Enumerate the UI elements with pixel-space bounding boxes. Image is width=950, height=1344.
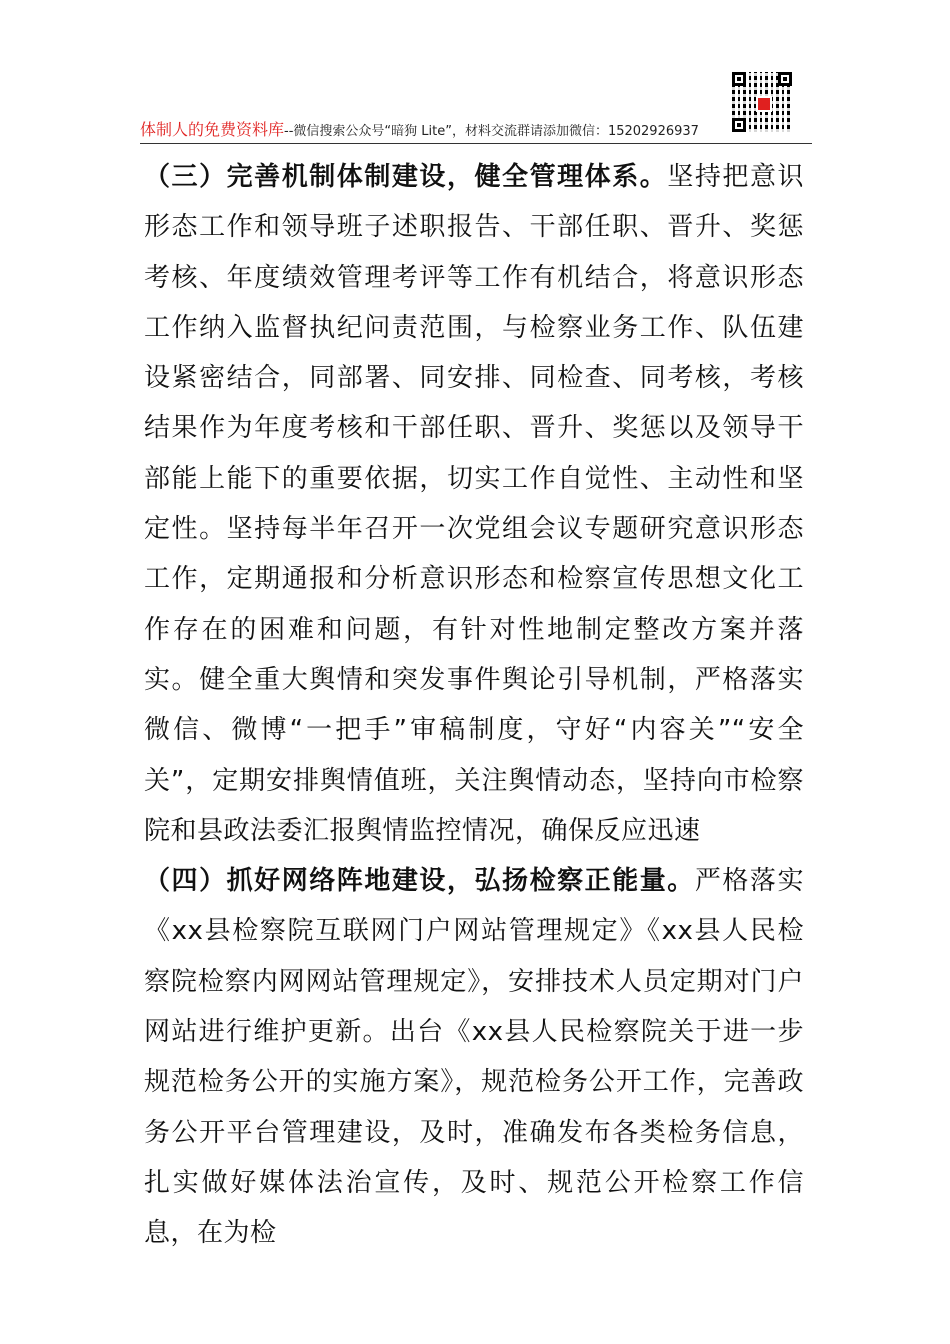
section-4-text: 严格落实《xx县检察院互联网门户网站管理规定》《xx县人民检察院检察内网网站管理规定》，安排技术人员定期对门户网站进行维护更新。出台《xx县人民检察院关于进一步规范检务公开的实施方案》，规范检务公开工作，完善政务公开平台管理建设，及时，准确发布各类检务信息，扎实做好媒体法治宣传，及时、规范公开检察工作信息，在为检 — [144, 866, 804, 1249]
qr-logo-icon — [756, 96, 772, 112]
page-header — [140, 68, 812, 144]
section-4-heading: （四）抓好网络阵地建设，弘扬检察正能量。 — [144, 866, 695, 897]
qr-finder-top-right — [778, 72, 792, 86]
qr-finder-top-left — [732, 72, 746, 86]
document-body — [144, 152, 804, 1259]
qr-code-icon — [732, 72, 792, 132]
section-3-heading: （三）完善机制体制建设，健全管理体系。 — [144, 162, 668, 192]
section-3-text: 坚持把意识形态工作和领导班子述职报告、干部任职、晋升、奖惩考核、年度绩效管理考评等工作有机结合，将意识形态工作纳入监督执纪问责范围，与检察业务工作、队伍建设紧密结合，同部署、同安排、同检查、同考核，考核结果作为年度考核和干部任职、晋升、奖惩以及领导干部能上能下的重要依据，切实工作自觉性、主动性和坚定性。坚持每半年召开一次党组会议专题研究意识形态工作，定期通报和分析意识形态和检察宣传思想文化工作存在的困难和问题，有针对性地制定整改方案并落实。健全重大舆情和突发事件舆论引导机制，严格落实微信、微博“一把手”审稿制度，守好“内容关”“安全关”，定期安排舆情值班，关注舆情动态，坚持向市检察院和县政法委汇报舆情监控情况，确保反应迅速 — [144, 162, 804, 846]
qr-finder-bottom-left — [732, 118, 746, 132]
header-brand: 体制人的免费资料库 — [140, 120, 285, 139]
paragraph-section-4 — [144, 856, 804, 1258]
header-divider — [140, 143, 812, 144]
paragraph-section-3 — [144, 152, 804, 856]
header-note: --微信搜索公众号“暗狗 Lite”，材料交流群请添加微信：15202926937 — [284, 124, 699, 139]
header-line — [140, 121, 699, 141]
